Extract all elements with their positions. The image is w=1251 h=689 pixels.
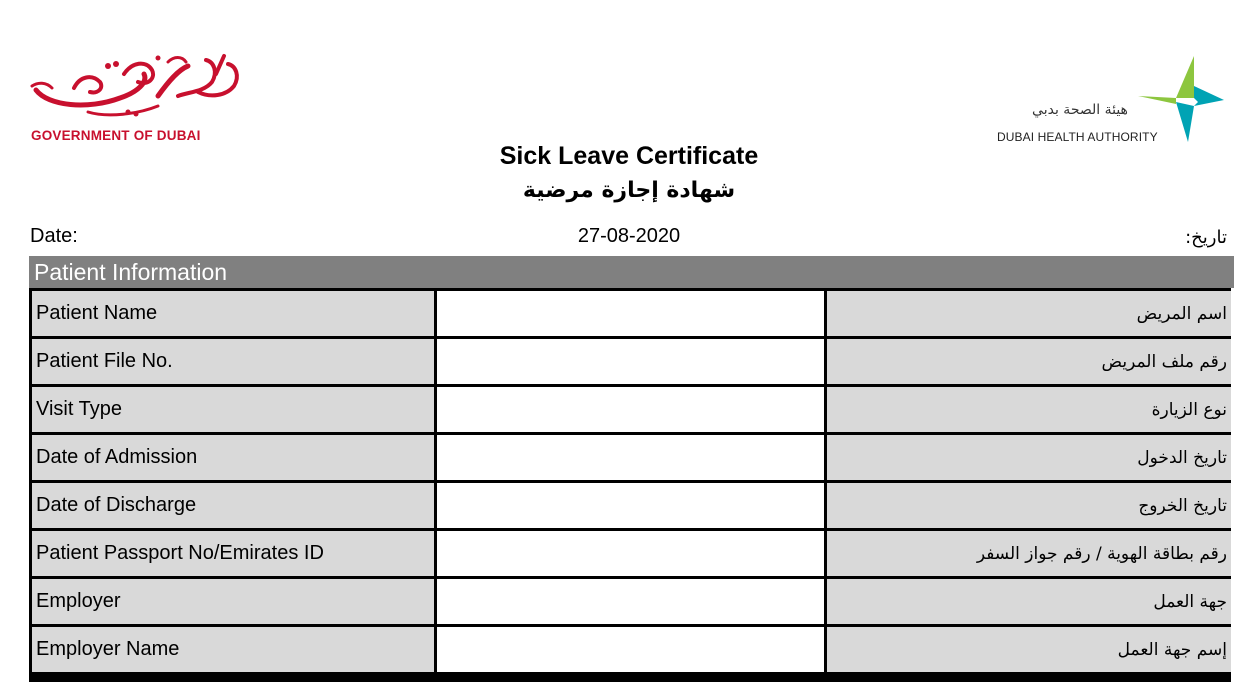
date-label-arabic: تاريخ: bbox=[1185, 227, 1227, 248]
visit-type-label: Visit Type bbox=[32, 387, 434, 432]
government-calligraphy-icon bbox=[28, 52, 243, 124]
employer-label-arabic: جهة العمل bbox=[827, 579, 1231, 624]
date-label-english: Date: bbox=[30, 225, 78, 247]
dubai-health-authority-logo bbox=[994, 56, 1230, 148]
visit-type-label-arabic: نوع الزيارة bbox=[827, 387, 1231, 432]
patient-name-label: Patient Name bbox=[32, 291, 434, 336]
certificate-title-arabic: شهادة إجازة مرضية bbox=[522, 178, 736, 203]
employer-field[interactable] bbox=[437, 579, 824, 624]
dha-arabic-name: هيئة الصحة بدبي bbox=[1032, 102, 1128, 118]
dha-english-name: DUBAI HEALTH AUTHORITY bbox=[997, 130, 1158, 144]
employer-name-field[interactable] bbox=[437, 627, 824, 672]
government-caption: GOVERNMENT OF DUBAI bbox=[31, 128, 201, 143]
passport-emirates-id-label: Patient Passport No/Emirates ID bbox=[32, 531, 434, 576]
passport-emirates-id-label-arabic: رقم بطاقة الهوية / رقم جواز السفر bbox=[827, 531, 1231, 576]
employer-label: Employer bbox=[32, 579, 434, 624]
visit-type-field[interactable] bbox=[437, 387, 824, 432]
date-of-admission-label-arabic: تاريخ الدخول bbox=[827, 435, 1231, 480]
date-of-discharge-field[interactable] bbox=[437, 483, 824, 528]
patient-file-no-label-arabic: رقم ملف المريض bbox=[827, 339, 1231, 384]
patient-information-table bbox=[29, 256, 1231, 682]
date-of-discharge-label: Date of Discharge bbox=[32, 483, 434, 528]
patient-name-label-arabic: اسم المريض bbox=[827, 291, 1231, 336]
date-of-discharge-label-arabic: تاريخ الخروج bbox=[827, 483, 1231, 528]
employer-name-label: Employer Name bbox=[32, 627, 434, 672]
patient-file-no-field[interactable] bbox=[437, 339, 824, 384]
certificate-title-english: Sick Leave Certificate bbox=[499, 142, 759, 170]
section-header: Patient Information bbox=[29, 256, 1234, 288]
date-value: 27-08-2020 bbox=[577, 225, 681, 247]
patient-file-no-label: Patient File No. bbox=[32, 339, 434, 384]
government-of-dubai-logo bbox=[28, 52, 243, 148]
passport-emirates-id-field[interactable] bbox=[437, 531, 824, 576]
date-of-admission-label: Date of Admission bbox=[32, 435, 434, 480]
date-of-admission-field[interactable] bbox=[437, 435, 824, 480]
patient-name-field[interactable] bbox=[437, 291, 824, 336]
employer-name-label-arabic: إسم جهة العمل bbox=[827, 627, 1231, 672]
